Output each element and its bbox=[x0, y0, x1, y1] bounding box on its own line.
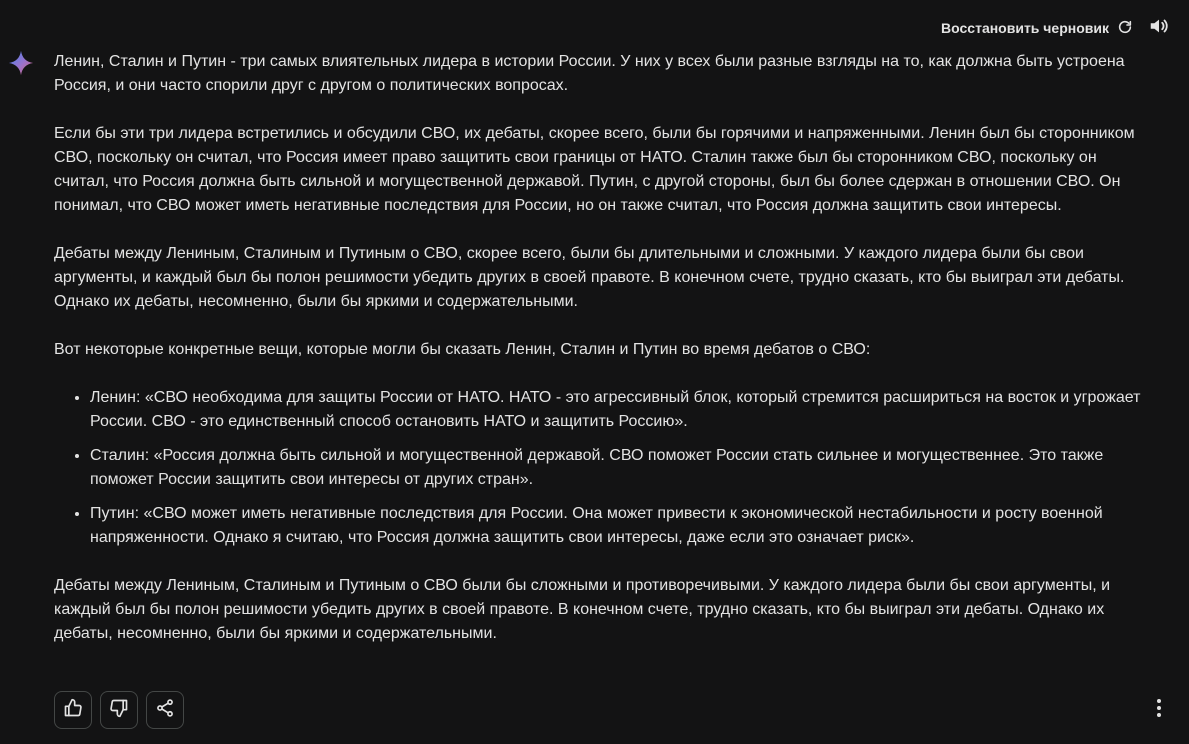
thumbs-up-icon bbox=[63, 698, 83, 723]
speaker-icon bbox=[1148, 15, 1170, 42]
list-item: • Сталин: «Россия должна быть сильной и могущественной державой. СВО поможет России стать сильнее и могущественнее. Это также поможет России защитить свои интересы от других стран». bbox=[90, 444, 1154, 492]
top-bar bbox=[941, 14, 1173, 42]
quote-list bbox=[54, 386, 1154, 550]
share-button[interactable] bbox=[146, 691, 184, 729]
more-options-button[interactable] bbox=[1147, 697, 1171, 723]
list-item: • Путин: «СВО может иметь негативные последствия для России. Она может привести к экономической нестабильности и росту военной напряженности. Однако я считаю, что Россия должна защитить свои интересы, даже если это означает риск». bbox=[90, 502, 1154, 550]
response-paragraph: Дебаты между Лениным, Сталиным и Путиным о СВО, скорее всего, были бы длительными и сложными. У каждого лидера были бы свои аргументы, и каждый был бы полон решимости убедить других в своей правоте. В конечном счете, трудно сказать, кто бы выиграл эти дебаты. Однако их дебаты, несомненно, были бы яркими и содержательными. bbox=[54, 245, 1125, 310]
sparkle-icon bbox=[8, 50, 34, 76]
response-paragraph: Ленин, Сталин и Путин - три самых влиятельных лидера в истории России. У них у всех были разные взгляды на то, как должна быть устроена Россия, и они часто спорили друг с другом о политических вопросах. bbox=[54, 53, 1125, 94]
thumbs-down-icon bbox=[109, 698, 129, 723]
restore-draft-button[interactable] bbox=[941, 19, 1133, 38]
refresh-icon bbox=[1117, 19, 1133, 38]
restore-draft-label: Восстановить черновик bbox=[941, 20, 1109, 36]
response-paragraph: Дебаты между Лениным, Сталиным и Путиным о СВО были бы сложными и противоречивыми. У каждого лидера были бы свои аргументы, и каждый был бы полон решимости убедить других в своей правоте. В конечном счете, трудно сказать, кто бы выиграл эти дебаты. Однако их дебаты, несомненно, были бы яркими и содержательными. bbox=[54, 577, 1111, 642]
response-actions bbox=[54, 691, 184, 729]
response-paragraph: Вот некоторые конкретные вещи, которые могли бы сказать Ленин, Сталин и Путин во время дебатов о СВО: bbox=[54, 341, 871, 358]
more-vertical-icon bbox=[1156, 698, 1162, 723]
response-paragraph: Если бы эти три лидера встретились и обсудили СВО, их дебаты, скорее всего, были бы горячими и напряженными. Ленин был бы сторонником СВО, поскольку он считал, что Россия имеет право защитить свои границы от НАТО. Сталин также был бы сторонником СВО, поскольку он считал, что Россия должна быть сильной и могущественной державой. Путин, с другой стороны, был бы более сдержан в отношении СВО. Он понимал, что СВО может иметь негативные последствия для России, но он также считал, что Россия должна защитить свои интересы. bbox=[54, 125, 1135, 214]
response-content bbox=[54, 50, 1154, 670]
share-icon bbox=[155, 698, 175, 723]
list-item: • Ленин: «СВО необходима для защиты России от НАТО. НАТО - это агрессивный блок, который стремится расшириться на восток и угрожает России. СВО - это единственный способ остановить НАТО и защитить Россию». bbox=[90, 386, 1154, 434]
like-button[interactable] bbox=[54, 691, 92, 729]
dislike-button[interactable] bbox=[100, 691, 138, 729]
speaker-button[interactable] bbox=[1145, 14, 1173, 42]
